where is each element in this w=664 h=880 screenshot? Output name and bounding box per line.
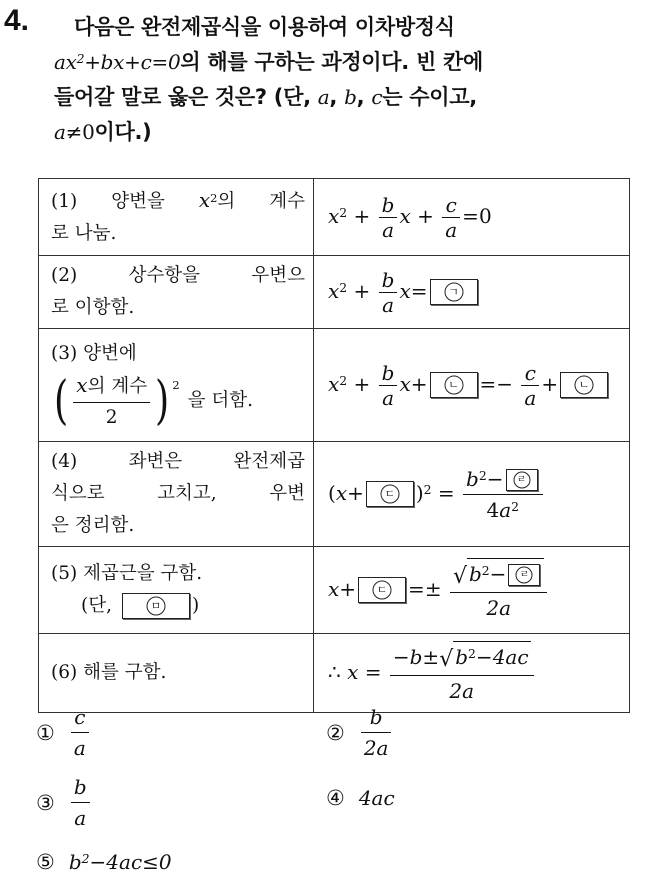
step-row-6 — [39, 634, 630, 713]
step-6-equation: ∴ x = $\frac{-b\pm√ b^2-4ac}{2a}$ — [314, 634, 630, 713]
step-1-equation: $x^2$ + $\frac{b}{a}$ x + $\frac{c}{a}$ =0 — [314, 179, 630, 256]
step-3-description: (3) 양변에 ( $\frac{\text{x의 계수}}{2}$ ) $^2$ 을 더함. — [39, 329, 314, 442]
step-5-description: (5) 제곱근을 구함. (단, ㅁ ) — [39, 547, 314, 634]
step-2-equation: $x^2$ + $\frac{b}{a}$ x= ㄱ — [314, 256, 630, 329]
solution-steps-table — [38, 178, 630, 713]
blank-m-box: ㅁ — [122, 593, 190, 619]
question-stem — [54, 10, 654, 150]
blank-g-mark: ㄱ — [444, 283, 463, 302]
fraction-c-over-a: $\frac{c}{a}$ — [442, 193, 460, 242]
step-row-5 — [39, 547, 630, 634]
half-coefficient-squared: ( $\frac{\text{x의 계수}}{2}$ ) $^2$ — [54, 371, 180, 431]
blank-r-box: ㄹ — [506, 469, 538, 491]
step-row-2 — [39, 256, 630, 329]
fraction-b-over-a: $\frac{b}{a}$ — [379, 268, 398, 317]
step-3-equation: $x^2$ + $\frac{b}{a}$ x+ ㄴ =− $\frac{c}{a}$ + ㄴ — [314, 329, 630, 442]
choice-5[interactable]: ⑤ $b^2-4ac\le 0$ — [36, 850, 172, 874]
step-1-description: (1) 양변을 $x^2$의 계수 로 나눔. — [39, 179, 314, 256]
step-4-rhs-fraction: $b^2-$ ㄹ $4a^2$ — [463, 464, 542, 525]
blank-d-box: ㄷ — [366, 481, 414, 507]
blank-r-box-2: ㄹ — [508, 564, 540, 586]
step-row-1 — [39, 179, 630, 256]
choice-4[interactable]: ④ 4ac — [326, 786, 395, 810]
step-row-3 — [39, 329, 630, 442]
choice-1[interactable]: ① $\frac{c}{a}$ — [36, 702, 91, 763]
stem-line-3: 들어갈 말로 옳은 것은? (단, a, b, c는 수이고, — [54, 85, 477, 109]
step-5-rhs-fraction: √ $b^2-$ ㄹ 2a — [450, 558, 548, 623]
stem-line-4: a≠0이다.) — [54, 120, 152, 144]
step-2-description: (2) 상수항을 우변으 로 이항함. — [39, 256, 314, 329]
step-4-equation: (x+ ㄷ )$^2$ = $b^2-$ ㄹ $4a^2$ — [314, 442, 630, 547]
stem-condition: a≠0 — [54, 120, 95, 144]
choice-3[interactable]: ③ $\frac{b}{a}$ — [36, 772, 92, 833]
blank-d-box-2: ㄷ — [358, 577, 406, 603]
stem-line-2: $ax^2+bx+c=0$의 해를 구하는 과정이다. 빈 칸에 — [54, 50, 483, 74]
choice-2[interactable]: ② $\frac{b}{2a}$ — [326, 702, 393, 763]
stem-line-1: 다음은 완전제곱식을 이용하여 이차방정식 — [74, 15, 455, 39]
step-6-description: (6) 해를 구함. — [39, 634, 314, 713]
fraction-b-over-a: $\frac{b}{a}$ — [379, 193, 398, 242]
step-5-equation: x+ ㄷ =± √ $b^2-$ ㄹ 2a — [314, 547, 630, 634]
step-4-description: (4) 좌변은 완전제곱 식으로 고치고, 우변 은 정리함. — [39, 442, 314, 547]
blank-n-box-right: ㄴ — [560, 372, 608, 398]
step-row-4 — [39, 442, 630, 547]
question-number: 4. — [4, 4, 30, 37]
blank-g-box — [430, 279, 478, 305]
blank-n-box-left: ㄴ — [430, 372, 478, 398]
stem-equation: $ax^2+bx+c=0$ — [54, 50, 181, 74]
quadratic-formula: $\frac{-b\pm√ b^2-4ac}{2a}$ — [390, 641, 534, 706]
